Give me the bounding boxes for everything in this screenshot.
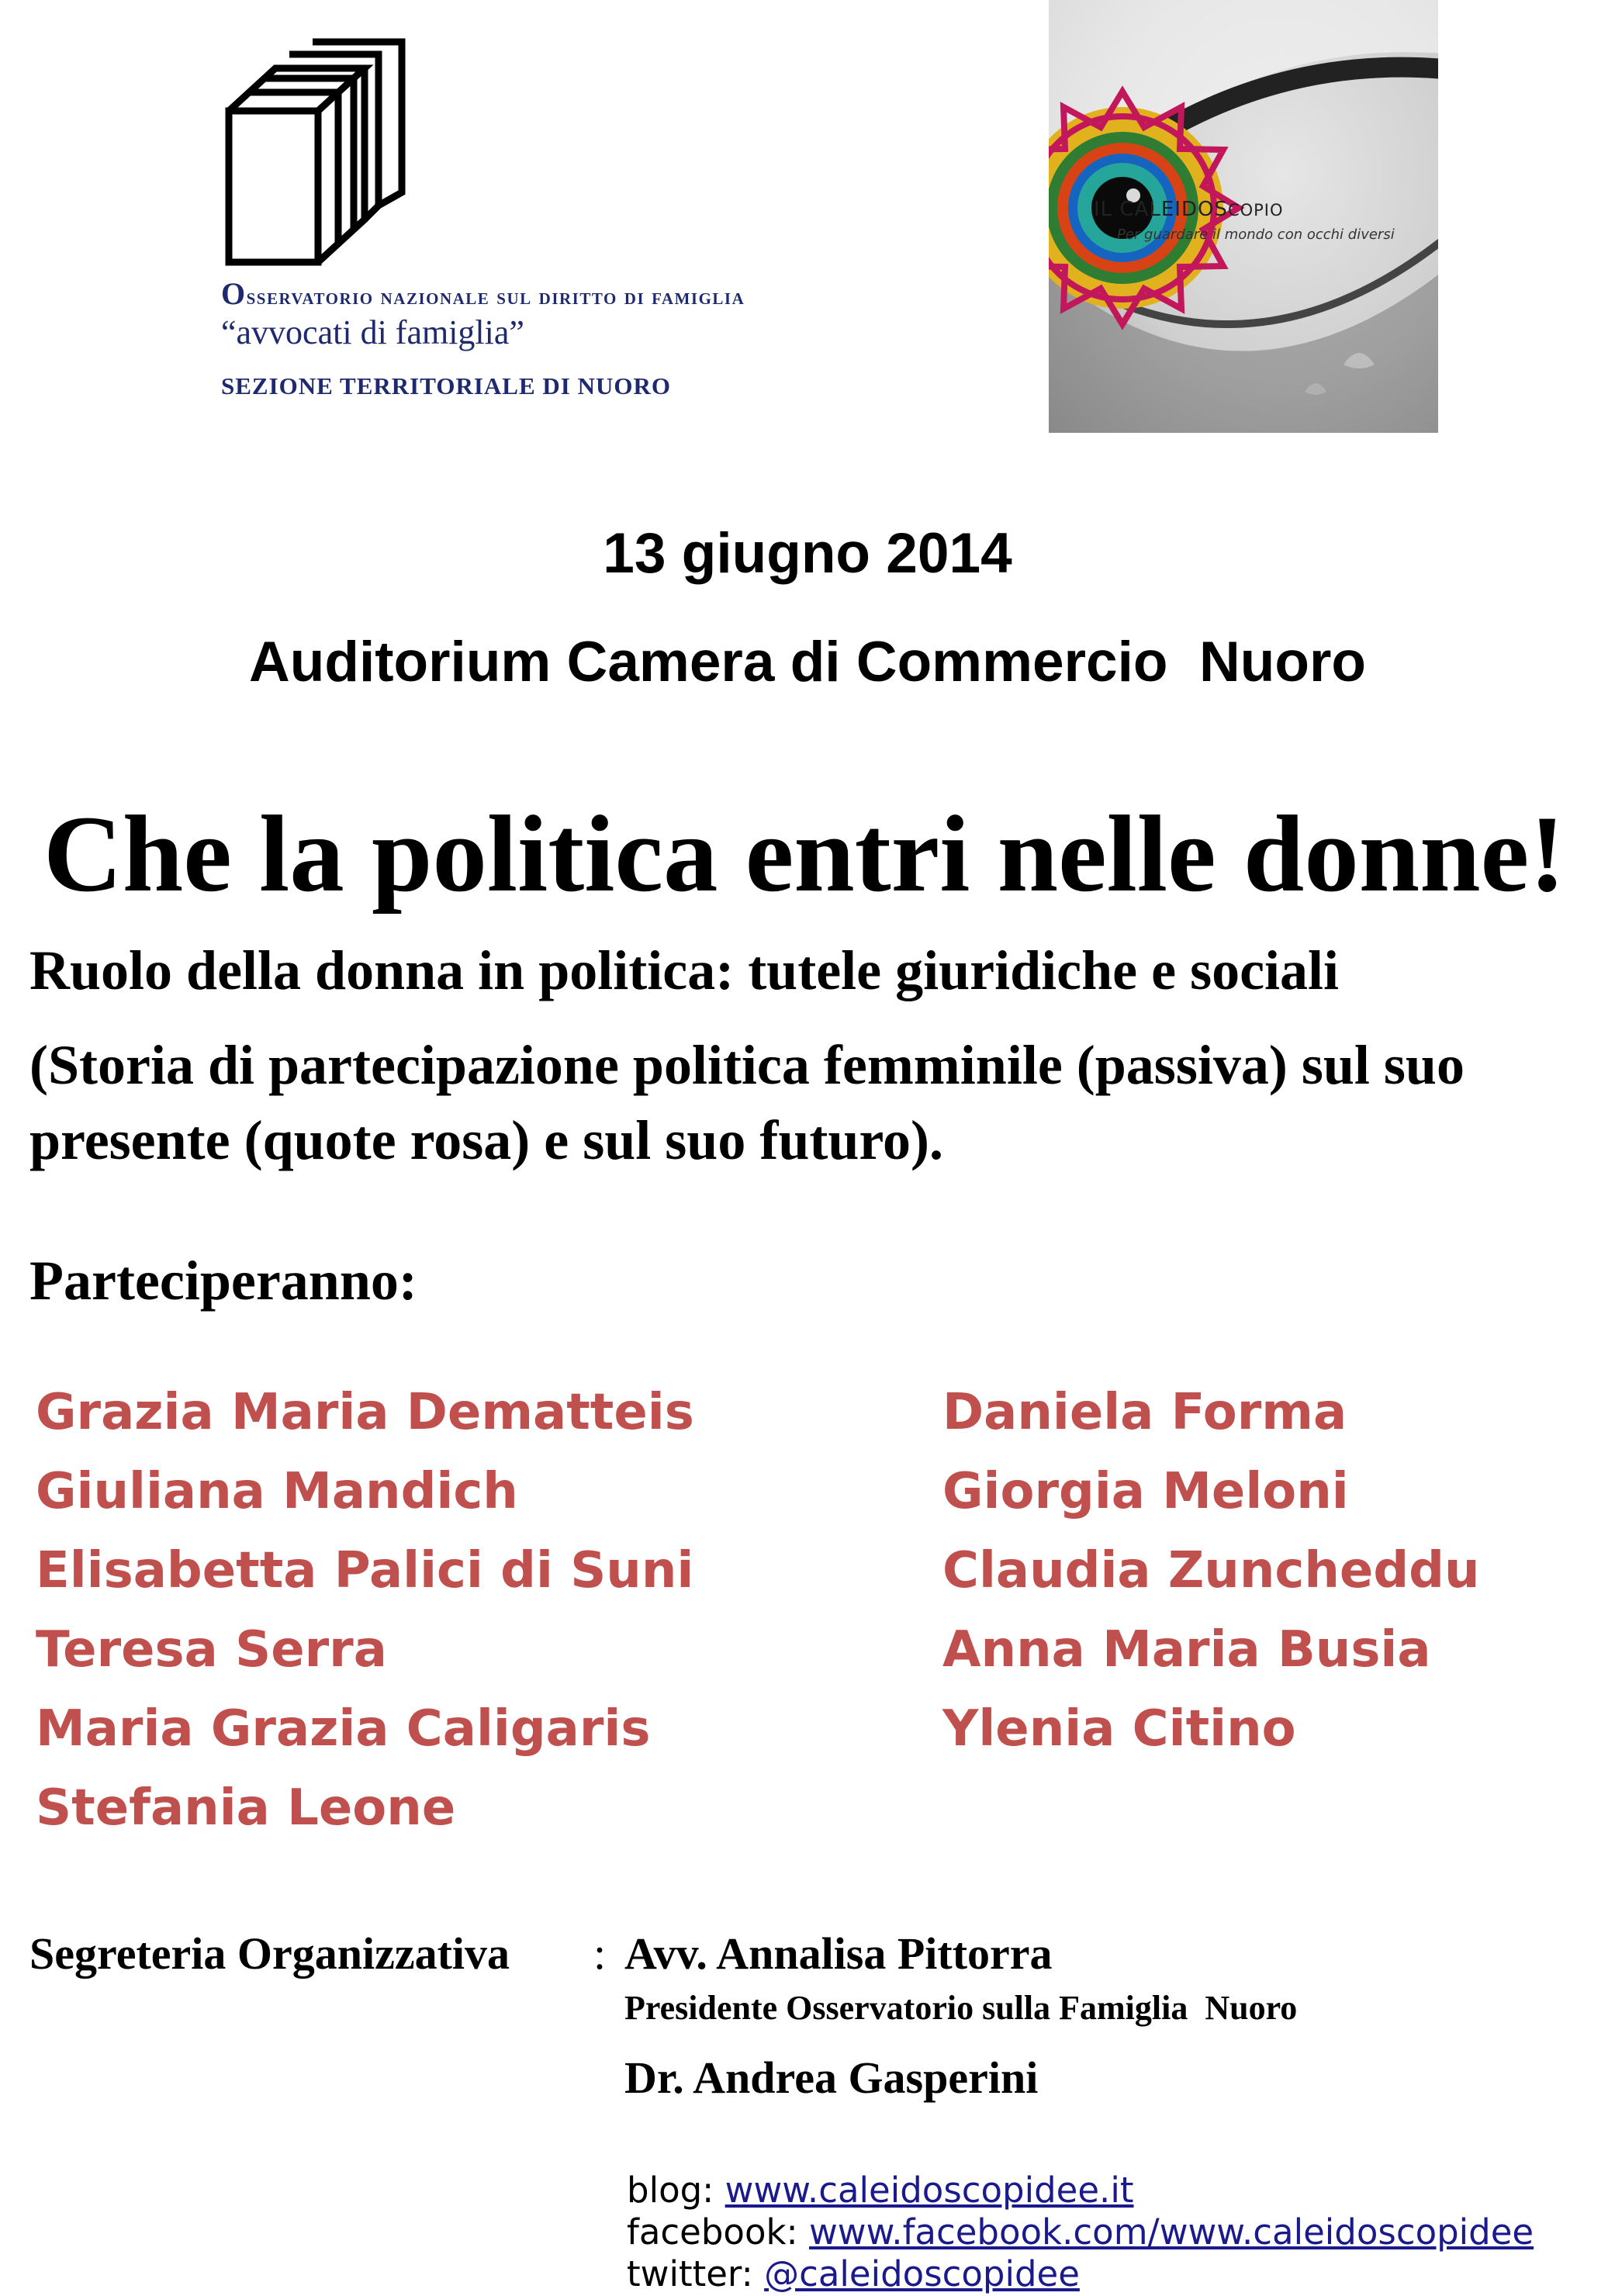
caleidoscopio-title: IL CALEIDOSCOPIO	[1094, 198, 1284, 221]
participant-name: Claudia Zuncheddu	[942, 1542, 1480, 1599]
organizing-secretariat-label: Segreteria Organizzativa	[29, 1928, 510, 1979]
event-description: (Storia di partecipazione politica femminile (passiva) sul suo presente (quote rosa) e sul suo futuro).	[29, 1034, 1465, 1171]
facebook-link[interactable]: www.facebook.com/www.caleidoscopidee	[809, 2211, 1534, 2253]
participant-name: Giuliana Mandich	[36, 1463, 518, 1520]
caleidoscopio-tagline: Per guardare il mondo con occhi diversi	[1117, 226, 1395, 243]
org-motto: “avvocati di famiglia”	[221, 313, 524, 351]
facebook-line: facebook: www.facebook.com/www.caleidoscopidee	[627, 2211, 1534, 2253]
participants-heading: Parteciperanno:	[29, 1250, 417, 1312]
twitter-line: twitter: @caleidoscopidee	[627, 2253, 1080, 2294]
event-subtitle: Ruolo della donna in politica: tutele giuridiche e sociali	[29, 939, 1340, 1001]
blog-link[interactable]: www.caleidoscopidee.it	[725, 2170, 1134, 2211]
participant-name: Daniela Forma	[942, 1384, 1347, 1441]
org-section: SEZIONE TERRITORIALE DI NUORO	[221, 372, 671, 399]
participant-name: Giorgia Meloni	[942, 1463, 1349, 1520]
participants-left-column	[36, 1373, 694, 1848]
participant-name: Maria Grazia Caligaris	[36, 1700, 651, 1758]
event-date: 13 giugno 2014	[603, 522, 1012, 585]
books-logo-icon	[221, 37, 415, 270]
blog-line: blog: www.caleidoscopidee.it	[627, 2170, 1134, 2211]
organizer-role: Presidente Osservatorio sulla Famiglia Nuoro	[624, 1989, 1298, 2027]
contact-block	[627, 2170, 1534, 2295]
participant-name: Anna Maria Busia	[942, 1621, 1431, 1679]
participant-name: Stefania Leone	[36, 1779, 456, 1837]
participant-name: Elisabetta Palici di Suni	[36, 1542, 694, 1599]
participant-name: Grazia Maria Dematteis	[36, 1384, 694, 1441]
event-title: Che la politica entri nelle donne!	[43, 794, 1566, 915]
organizer-name: Dr. Andrea Gasperini	[624, 2052, 1039, 2103]
organizer-name: Avv. Annalisa Pittorra	[624, 1928, 1053, 1979]
participant-name: Teresa Serra	[36, 1621, 387, 1679]
participants-right-column	[942, 1373, 1480, 1769]
organizing-colon: :	[593, 1928, 607, 1979]
participant-name: Ylenia Citino	[942, 1700, 1296, 1758]
twitter-link[interactable]: @caleidoscopidee	[764, 2253, 1080, 2294]
event-venue: Auditorium Camera di Commercio Nuoro	[249, 631, 1366, 693]
org-name-line: Osservatorio nazionale sul diritto di famiglia	[221, 276, 745, 311]
